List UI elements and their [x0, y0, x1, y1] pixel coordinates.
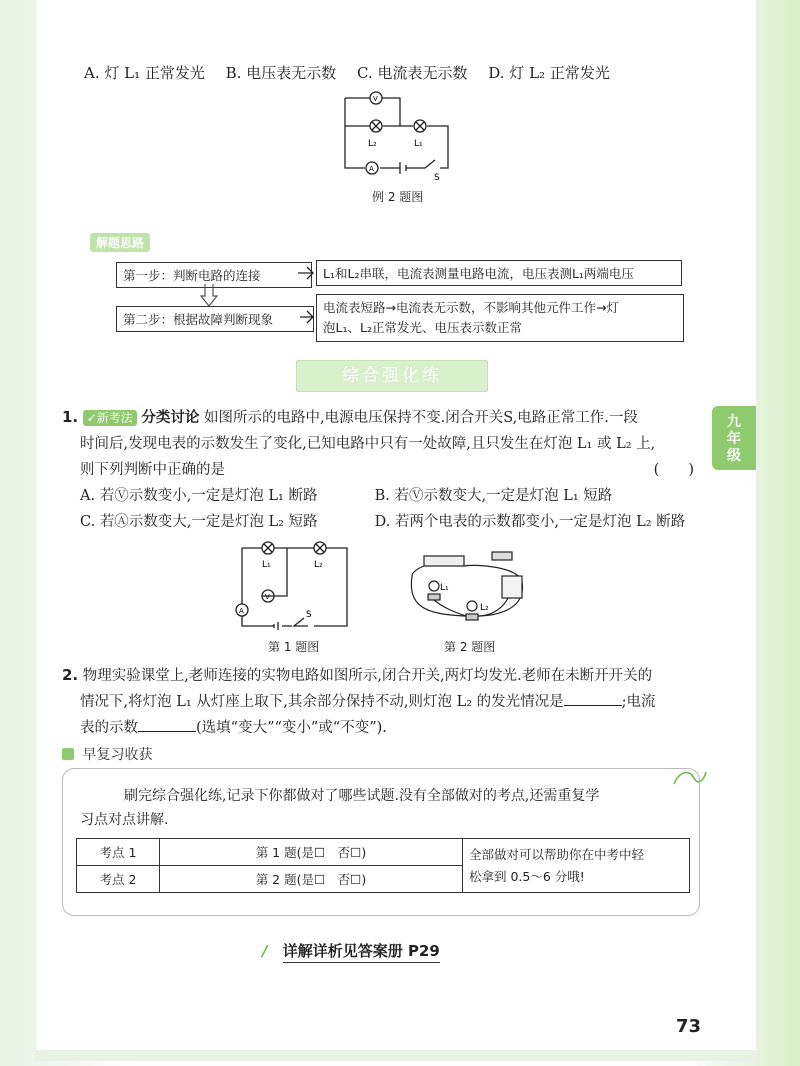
figure-2-caption: 第 2 题图 [444, 640, 496, 654]
example-caption: 例 2 题图 [372, 190, 424, 204]
l1-label: L₁ [414, 139, 423, 149]
review-intro-line1: 刷完综合强化练,记录下你都做对了哪些试题.没有全部做对的考点,还需重复学 [124, 788, 600, 804]
point-cell: 考点 1 [77, 839, 160, 866]
grade-char-3: 级 [727, 448, 741, 464]
q2-line1: 物理实验课堂上,老师连接的实物电路如图所示,闭合开关,两灯均发光.老师在未断开开关的 [82, 668, 653, 684]
step2-result-line2: 泡L₁、L₂正常发光、电压表示数正常 [323, 320, 522, 335]
option-d: D. 灯 L₂ 正常发光 [488, 64, 610, 82]
question-cell[interactable]: 第 1 题(是☐ 否☐) [160, 839, 463, 866]
q2-line2b: ;电流 [621, 694, 656, 710]
fig1-ammeter-label: A [239, 607, 244, 615]
fig2-l2-label: L₂ [480, 603, 489, 613]
q1-line1: 如图所示的电路中,电源电压保持不变.闭合开关S,电路正常工作.一段 [204, 410, 638, 426]
q1-answer-paren: ( ) [653, 462, 694, 478]
option-a: A. 灯 L₁ 正常发光 [84, 64, 205, 82]
arrow-right-icon [298, 262, 316, 284]
question-1 [62, 404, 702, 535]
arrow-right-icon-2 [300, 306, 316, 328]
option-b: B. 电压表无示数 [225, 64, 337, 82]
review-note-line1: 全部做对可以帮助你在中考中轻 [469, 846, 645, 862]
thinking-tag: 解题思路 [90, 233, 150, 252]
fig1-voltmeter-label: V [265, 593, 270, 601]
question-2 [62, 662, 702, 741]
step2-result [316, 294, 684, 342]
l2-label: L₂ [368, 139, 377, 149]
q2-blank-1[interactable] [564, 691, 622, 706]
figure-1-circuit [232, 538, 354, 634]
answer-reference-text: 详解详析见答案册 P29 [283, 942, 440, 963]
q1-line3: 则下列判断中正确的是 [80, 462, 225, 478]
q2-line2a: 情况下,将灯泡 L₁ 从灯座上取下,其余部分保持不动,则灯泡 L₂ 的发光情况是 [80, 694, 564, 710]
review-title: 早复习收获 [82, 747, 153, 763]
fig2-l1-label: L₁ [440, 583, 449, 593]
figure-1-caption: 第 1 题图 [268, 640, 320, 654]
example-circuit-diagram [330, 88, 460, 183]
option-c: C. 电流表无示数 [357, 64, 468, 82]
q1-topic: 分类讨论 [141, 410, 200, 426]
figure-2-physical-circuit [404, 546, 534, 638]
fig1-l2-label: L₂ [314, 560, 323, 570]
page-number: 73 [676, 1016, 702, 1037]
review-note-line2: 松拿到 0.5～6 分哦! [469, 868, 585, 884]
question-cell[interactable]: 第 2 题(是☐ 否☐) [160, 866, 463, 893]
review-note-cell [463, 839, 690, 893]
voltmeter-label: V [373, 95, 378, 103]
q2-line3a: 表的示数 [80, 720, 138, 736]
q1-line2: 时间后,发现电表的示数发生了变化,已知电路中只有一处故障,且只发生在灯泡 L₁ 或 L₂ 上, [80, 436, 656, 452]
fig1-l1-label: L₁ [262, 560, 271, 570]
q1-option-a: A. 若Ⓥ示数变小,一定是灯泡 L₁ 断路 [80, 488, 318, 504]
switch-label: S [434, 173, 440, 183]
section-banner: 综合强化练 [296, 360, 488, 392]
table-row [77, 839, 690, 866]
ammeter-label: A [369, 165, 374, 173]
q1-option-b: B. 若Ⓥ示数变大,一定是灯泡 L₁ 短路 [374, 488, 613, 504]
step1-result: L₁和L₂串联，电流表测量电路电流，电压表测L₁两端电压 [316, 260, 682, 286]
answer-reference [262, 940, 440, 961]
review-intro [80, 784, 680, 832]
grade-tab [712, 406, 756, 470]
step2-box: 第二步：根据故障判断现象 [116, 306, 314, 332]
example-options [84, 62, 626, 83]
new-method-tag: ✓新考法 [83, 410, 137, 426]
review-icon [62, 748, 74, 760]
step2-result-line1: 电流表短路→电流表无示数，不影响其他元件工作→灯 [323, 300, 619, 315]
q2-line3b: (选填“变大”“变小”或“不变”). [196, 720, 387, 736]
review-heading [62, 744, 152, 764]
arrow-down-icon [200, 284, 218, 308]
grade-char-2: 年 [727, 431, 741, 447]
q1-option-d: D. 若两个电表的示数都变小,一定是灯泡 L₂ 断路 [374, 514, 686, 530]
grade-char-1: 九 [727, 414, 741, 430]
point-cell: 考点 2 [77, 866, 160, 893]
q1-number: 1. [62, 408, 79, 426]
link-icon: ∕ [262, 942, 268, 960]
q2-blank-2[interactable] [138, 717, 196, 732]
q1-option-c: C. 若Ⓐ示数变大,一定是灯泡 L₂ 短路 [80, 514, 318, 530]
review-intro-line2: 习点对点讲解. [80, 812, 169, 828]
q2-number: 2. [62, 666, 79, 684]
review-table [76, 838, 690, 893]
step1-box: 第一步：判断电路的连接 [116, 262, 312, 288]
fig1-switch-label: S [306, 610, 312, 620]
